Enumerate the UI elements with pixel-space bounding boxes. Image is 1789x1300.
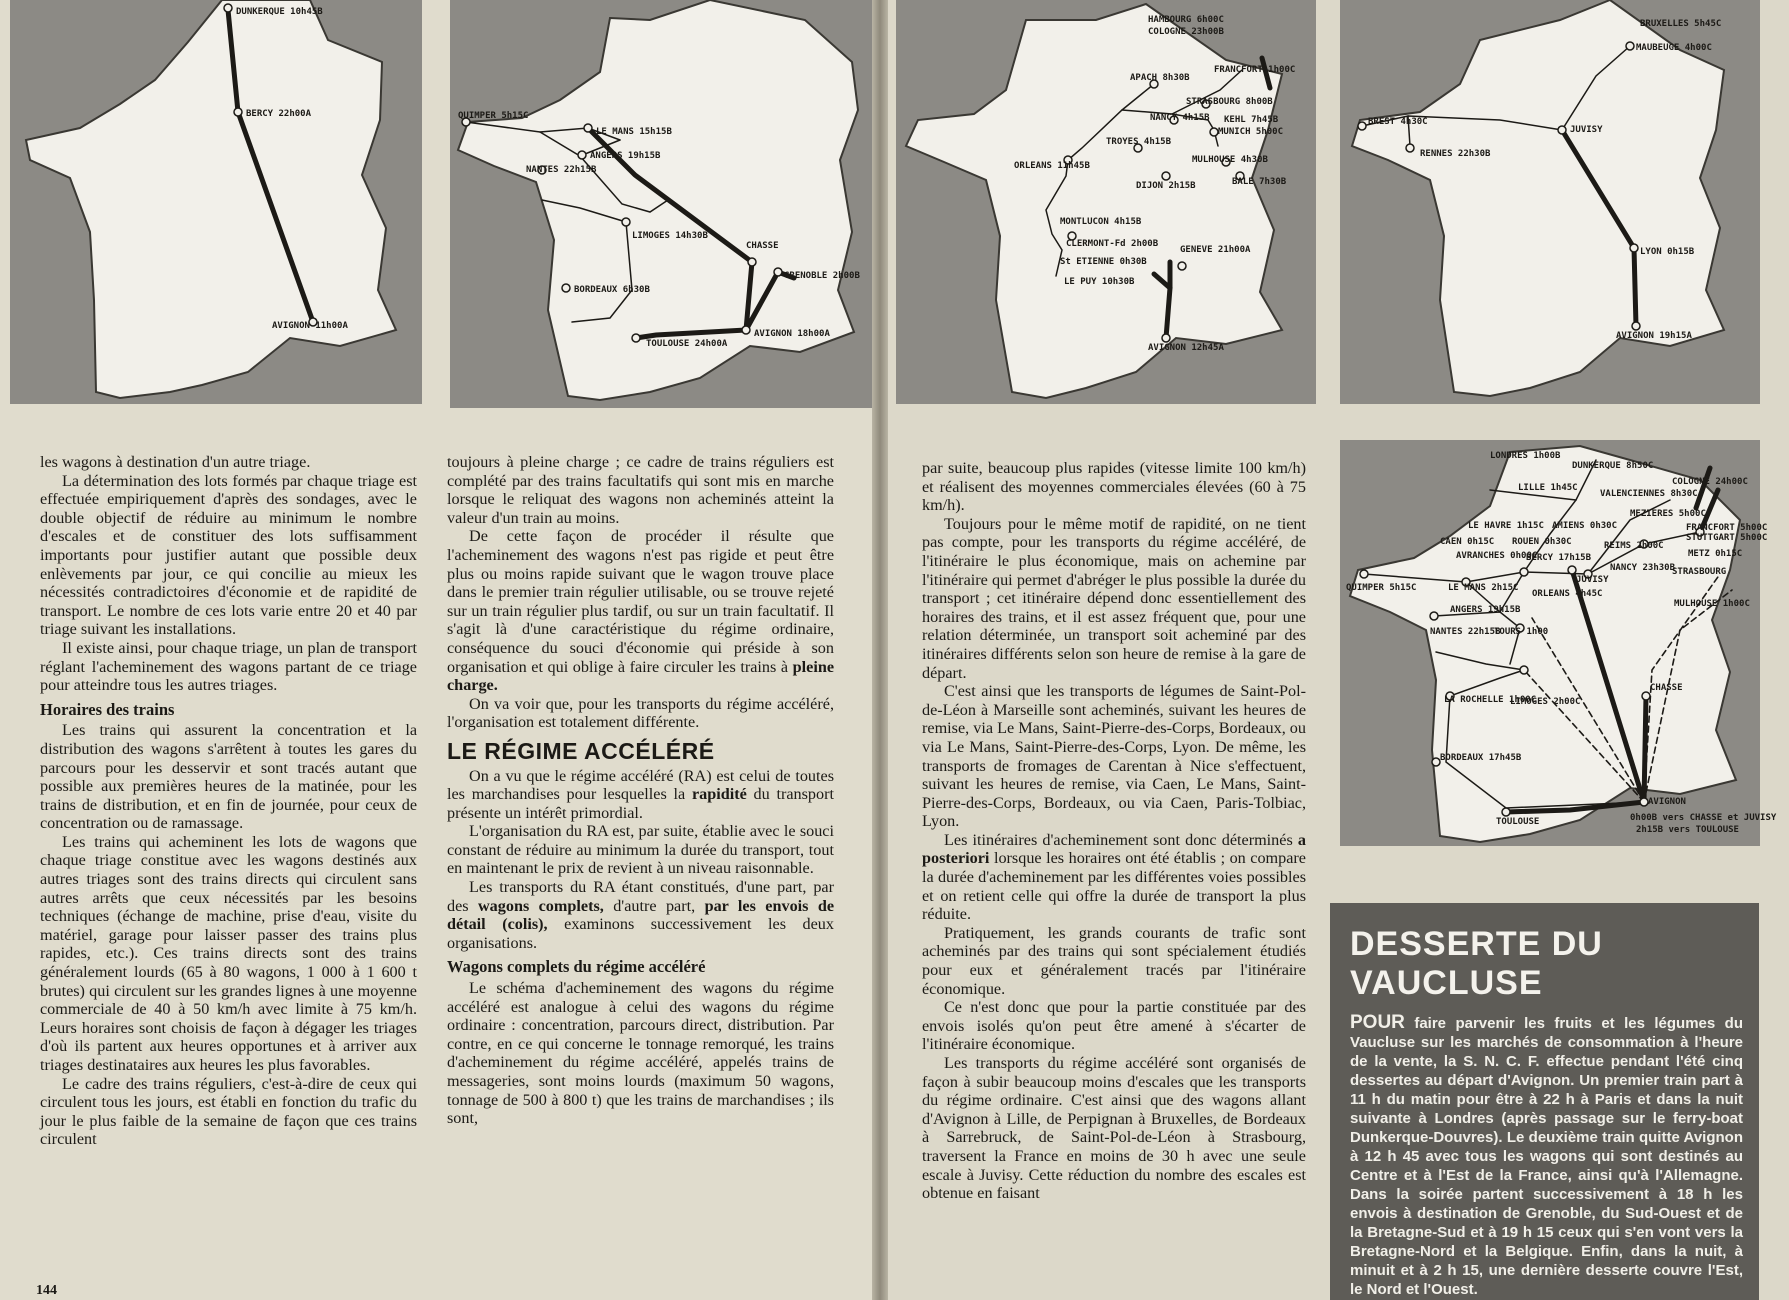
city-label: LA ROCHELLE 1h00C	[1444, 695, 1537, 705]
city-label: LE MANS 15h15B	[596, 127, 672, 137]
box-lead: POUR	[1350, 1012, 1405, 1033]
map-avignon-night	[1340, 440, 1777, 846]
city-label: CAEN 0h15C	[1440, 537, 1495, 547]
text-run: d'autre part,	[613, 896, 696, 915]
city-label: ANGERS 19h15B	[590, 151, 661, 161]
text-run: du transport présente un intérêt primordial.	[447, 785, 834, 822]
city-label: VALENCIENNES 8h30C	[1600, 489, 1698, 499]
section-heading: LE RÉGIME ACCÉLÉRÉ	[447, 737, 715, 764]
city-label: BRUXELLES 5h45C	[1640, 19, 1722, 29]
text-run: De cette façon de procéder il résulte que l'acheminement des wagons n'est pas rigide et peut être plus ou moins rapide suivant que le wagon trouve place dans le premier train régulier utilisable, ou se trouve rejeté sur un train régulier plus tardif, ou sur un train facultatif. Il s'agit là d'une caractéristique du régime ordinaire, conséquence du souci d'économie qui préside à son organisation et qui oblige à faire circuler les trains à	[447, 527, 834, 676]
box-body: faire parvenir les fruits et les légumes du Vaucluse sur les marchés de consommation à l'heure de la vente, la S. N. C. F. effectue pendant l'été cinq dessertes au départ d'Avignon. Un premier train part à 11 h du matin pour être à 22 h à Paris et dans la nuit suivante à Londres (après passage sur le ferry-boat Dunkerque-Douvres). Le deuxième train quitte Avignon à 12 h 45 avec tous les wagons qui sont destinés au Centre et à l'Est de la France, ainsi qu'à l'Allemagne. Dans la soirée partent successivement à 18 h les envois à destination de Grenoble, du Sud-Ouest et de la Bretagne-Sud et à 19 h 15 ceux qui s'en vont vers la Bretagne-Nord et la Belgique. Enfin, dans la nuit, à minuit et à 2 h 15, une dernière desserte couvre l'Est, le Nord et l'Ouest.	[1350, 1015, 1743, 1298]
paragraph: C'est ainsi que les transports de légumes de Saint-Pol-de-Léon à Marseille sont acheminés, suivant les heures de remise, via Le Mans, Saint-Pierre-des-Corps, Bordeaux, ou via Le Mans, Saint-Pierre-des-Corps, Lyon. De même, les transports de fromages de Carentan à Nice s'effectuent, suivant les heures de remise, via Caen, Le Mans, Saint-Pierre-des-Corps, Bordeaux, ou via Caen, Paris-Tolbiac, Lyon.	[922, 682, 1306, 831]
book-gutter	[872, 0, 888, 1300]
paragraph: Ce n'est donc que pour la partie constituée par des envois isolés qu'on peut être amené à s'écarter de l'itinéraire économique.	[922, 998, 1306, 1054]
city-label: GENEVE 21h00A	[1180, 245, 1251, 255]
city-label: KEHL 7h45B	[1224, 115, 1279, 125]
city-label: AVIGNON	[1648, 797, 1686, 807]
city-label: REIMS 2h00C	[1604, 541, 1664, 551]
paragraph: Toujours pour le même motif de rapidité, on ne tient pas compte, pour les transports du régime accéléré, de l'itinéraire le plus économique, mais on achemine par l'itinéraire qui permet d'abréger le plus possible la durée du transport ; cet itinéraire dépend donc essentiellement des horaires des trains, et il est assez fréquent que, pour une relation déterminée, un transport soit acheminé par des itinéraires différents selon son heure de remise à la gare de départ.	[922, 514, 1306, 682]
paragraph: L'organisation du RA est, par suite, établie avec le souci constant de réduire au minimum la durée du transport, tout en maintenant le prix de revient à un niveau raisonnable.	[447, 822, 834, 878]
city-label: METZ 0h15C	[1688, 549, 1743, 559]
city-label: BALE 7h30B	[1232, 177, 1287, 187]
paragraph: les wagons à destination d'un autre triage.	[40, 453, 311, 471]
paragraph: Pratiquement, les grands courants de trafic sont acheminés par des trains qui sont spécialement étudiés pour eux et généralement tracés par l'itinéraire économique.	[922, 923, 1306, 998]
city-label: BORDEAUX 6h30B	[574, 285, 650, 295]
text-column-3	[922, 459, 1306, 1203]
city-label: FRANCFORT 1h00C	[1214, 65, 1296, 75]
city-label: MONTLUCON 4h15B	[1060, 217, 1142, 227]
map-avignon-east	[896, 0, 1316, 404]
city-label: NANTES 22h15B	[1430, 627, 1501, 637]
city-label: AVIGNON 11h00A	[272, 321, 348, 331]
text-run: Les transports du RA étant constitués, d'une part, par des	[447, 878, 834, 915]
bold-run: par les envois de détail (colis),	[447, 896, 835, 934]
bold-run: rapidité	[691, 785, 747, 804]
city-label: TOURS 1h00	[1494, 627, 1549, 637]
city-label: LIMOGES 14h30B	[632, 231, 708, 241]
paragraph	[447, 878, 834, 952]
city-label: MEZIERES 5h00C	[1630, 509, 1706, 519]
city-label: AVIGNON 12h45A	[1148, 343, 1224, 353]
city-label: CHASSE	[1650, 683, 1683, 693]
box-text	[1350, 1013, 1743, 1299]
city-label: NANCY 4h15B	[1150, 113, 1210, 123]
city-label: AMIENS 0h30C	[1552, 521, 1618, 531]
city-label: LIMOGES 2h00C	[1510, 697, 1581, 707]
city-label: COLOGNE 23h00B	[1148, 27, 1224, 37]
bold-run: pleine charge.	[447, 657, 835, 695]
city-label: RENNES 22h30B	[1420, 149, 1491, 159]
text-run: On a vu que le régime accéléré (RA) est celui de toutes les marchandises pour lesquelles la	[447, 766, 834, 804]
city-label: LE PUY 10h30B	[1064, 277, 1135, 287]
city-label: TOULOUSE 24h00A	[646, 339, 728, 349]
city-label: QUIMPER 5h15C	[1346, 583, 1417, 593]
paragraph: Le schéma d'acheminement des wagons du régime accéléré est analogue à celui des wagons du régime ordinaire : concentration, parcours direct, distribution. Par contre, en ce qui concerne le tonnage remorqué, les trains d'acheminement du régime accéléré, appelés trains de messageries, sont moins lourds (maximum 50 wagons, tonnage de 500 à 800 t) que les trains de marchandises ; ils sont,	[447, 979, 834, 1128]
city-label: FRANCFORT 5h00C	[1686, 523, 1768, 533]
section-heading: Wagons complets du régime accéléré	[447, 957, 706, 977]
city-label: BREST 4h30C	[1368, 117, 1428, 127]
city-label: ANGERS 19h15B	[1450, 605, 1521, 615]
paragraph: Les trains qui acheminent les lots de wagons que chaque triage constitue avec les wagons destinés aux autres triages sont des trains directs qui circulent sans autres arrêts que ceux nécessités par les besoins techniques (échange de machine, prise d'eau, visite du matériel, garage pour laisser passer des trains plus rapides, etc.). Ces trains directs sont des trains généralement lourds (65 à 80 wagons, 1 000 à 1 600 t brutes) qui circulent sur les grandes lignes à une moyenne commerciale de 40 à 50 km/h avec limite à 75 km/h. Leurs horaires sont choisis de façon à dégager les triages d'où ils partent aux heures opportunes et à arriver aux triages destinataires aux heures les plus favorables.	[40, 832, 417, 1074]
page-number: 144	[36, 1283, 57, 1298]
city-label: LE MANS 2h15C	[1448, 583, 1519, 593]
text-run: lorsque les horaires ont été établis ; on compare la durée d'acheminement par les différentes voies possibles et on retient celle qui offre la durée de transport la plus réduite.	[922, 849, 1306, 924]
city-label: TOULOUSE	[1496, 817, 1540, 827]
city-label: MULHOUSE 1h00C	[1674, 599, 1750, 609]
section-heading: Horaires des trains	[40, 699, 175, 719]
paragraph	[922, 831, 1306, 924]
city-label: AVIGNON 18h00A	[754, 329, 830, 339]
vaucluse-box	[1330, 903, 1759, 1300]
city-label: COLOGNE 24h00C	[1672, 477, 1748, 487]
france-outline	[1350, 446, 1743, 842]
paragraph: Les trains qui assurent la concentration et la distribution des wagons s'arrêtent à toutes les gares du parcours pour les desservir et sont tracés autant que possible aux premières heures de la matinée, pour les trains de distribution, et en fin de journée, pour ceux de concentration ou de ramassage.	[40, 721, 417, 833]
city-label: AVIGNON 19h15A	[1616, 331, 1692, 341]
city-label: MUNICH 5h00C	[1218, 127, 1284, 137]
city-label: MULHOUSE 4h30B	[1192, 155, 1268, 165]
city-label: LYON 0h15B	[1640, 247, 1695, 257]
paragraph: Le cadre des trains réguliers, c'est-à-dire de ceux qui circulent tous les jours, est établi en fonction du trafic du jour le plus faible de la semaine de façon que ces trains circulent	[40, 1074, 417, 1149]
city-label: APACH 8h30B	[1130, 73, 1190, 83]
bold-run: wagons complets,	[477, 896, 604, 915]
city-label: LONDRES 1h00B	[1490, 451, 1561, 461]
city-label: MAUBEUGE 4h00C	[1636, 43, 1712, 53]
city-label: LILLE 1h45C	[1518, 483, 1578, 493]
map-note: 2h15B vers TOULOUSE	[1636, 825, 1739, 835]
paragraph: Il existe ainsi, pour chaque triage, un plan de transport réglant l'acheminement des wagons partant de ce triage pour atteindre tous les autres triages.	[40, 638, 417, 695]
city-label: BORDEAUX 17h45B	[1440, 753, 1522, 763]
city-label: ORLEANS 4h45C	[1532, 589, 1603, 599]
city-label: DIJON 2h15B	[1136, 181, 1196, 191]
text-run: Les itinéraires d'acheminement sont donc déterminés	[944, 830, 1293, 849]
bold-run: a posteriori	[922, 830, 1307, 868]
city-label: STRASBOURG	[1672, 567, 1727, 577]
map-note: 0h00B vers CHASSE et JUVISY	[1630, 813, 1777, 823]
paragraph: La détermination des lots formés par chaque triage est effectuée empiriquement d'après des sondages, avec le double objectif de réduire au minimum le nombre d'escales et de constituer des lots suffisamment importants pour justifier autant que possible deux enlèvements par jour, ce qui concilie au mieux les nécessités contradictoires d'économie et de rapidité de transport. Le nombre de ces lots varie entre 20 et 40 par triage suivant les installations.	[40, 471, 417, 639]
city-label: DUNKERQUE 8h50C	[1572, 461, 1654, 471]
city-label: JUVISY	[1570, 125, 1603, 135]
text-run: examinons successivement les deux organisations.	[447, 915, 834, 952]
city-label: GRENOBLE 2h00B	[784, 271, 860, 281]
city-label: DUNKERQUE 10h45B	[236, 7, 323, 17]
france-outline	[906, 4, 1282, 398]
france-outline	[26, 0, 396, 398]
text-column-2	[447, 453, 834, 1128]
city-label: NANTES 22h15B	[526, 165, 597, 175]
city-label: TROYES 4h15B	[1106, 137, 1172, 147]
city-label: St ETIENNE 0h30B	[1060, 257, 1147, 267]
map-avignon-dunkerque	[10, 0, 422, 404]
paragraph: On va voir que, pour les transports du régime accéléré, l'organisation est totalement différente.	[447, 694, 834, 732]
city-label: BERCY 17h15B	[1526, 553, 1592, 563]
map-avignon-north	[1340, 0, 1760, 404]
text-column-1	[40, 453, 417, 1149]
city-label: CLERMONT-Fd 2h00B	[1066, 239, 1159, 249]
city-label: JUVISY	[1576, 575, 1609, 585]
paragraph	[447, 527, 834, 694]
paragraph: toujours à pleine charge ; ce cadre de trains réguliers est complété par des trains facultatifs qui sont mis en marche lorsque le reliquat des wagons non acheminés atteint la valeur d'un train au moins.	[447, 453, 834, 527]
city-label: STRASBOURG 8h00B	[1186, 97, 1273, 107]
paragraph: par suite, beaucoup plus rapides (vitesse limite 100 km/h) et réalisent des moyennes commerciales élevées (60 à 75 km/h).	[922, 459, 1306, 515]
city-label: AVRANCHES 0h00C	[1456, 551, 1538, 561]
city-label: ORLEANS 11h45B	[1014, 161, 1090, 171]
map-avignon-west	[450, 0, 872, 408]
city-label: NANCY 23h30B	[1610, 563, 1676, 573]
city-label: LE HAVRE 1h15C	[1468, 521, 1544, 531]
paragraph: Les transports du régime accéléré sont organisés de façon à subir beaucoup moins d'escales que les transports du régime ordinaire. C'est ainsi que des wagons allant d'Avignon à Lille, de Perpignan à Bruxelles, de Bordeaux à Sarrebruck, de Saint-Pol-de-Léon à Strasbourg, traversent la France en moins de 30 h avec une seule escale à Juvisy. Cette réduction du nombre des escales est obtenue en faisant	[922, 1054, 1306, 1203]
paragraph	[447, 767, 834, 823]
city-label: STUTTGART 5h00C	[1686, 533, 1768, 543]
city-label: CHASSE	[746, 241, 779, 251]
city-label: BERCY 22h00A	[246, 109, 312, 119]
city-label: ROUEN 0h30C	[1512, 537, 1572, 547]
city-label: HAMBOURG 6h00C	[1148, 15, 1224, 25]
box-title: DESSERTE DU VAUCLUSE	[1350, 925, 1603, 1002]
city-label: QUIMPER 5h15C	[458, 111, 529, 121]
